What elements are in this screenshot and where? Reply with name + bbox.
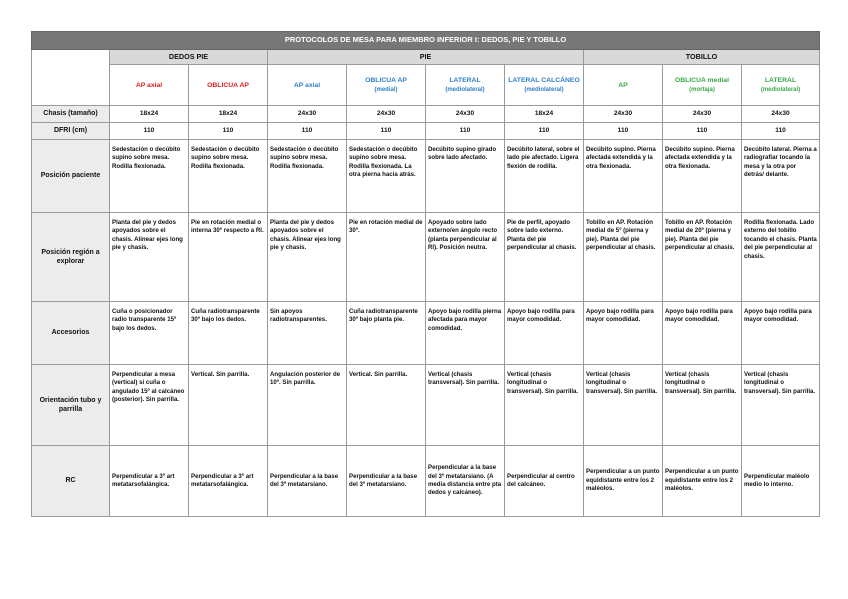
projection-name: OBLICUA AP bbox=[365, 76, 407, 84]
group-dedos-pie: DEDOS PIE bbox=[110, 50, 268, 65]
table-cell: 110 bbox=[742, 123, 820, 140]
table-cell: Sedestación o decúbito supino sobre mesa. Rodilla flexionada. La otra pierna hacia atrás. bbox=[347, 140, 426, 213]
table-cell: Decúbito supino. Pierna afectada extendida y la otra flexionada. bbox=[663, 140, 742, 213]
table-cell: 24x30 bbox=[584, 106, 663, 123]
projection-subtitle: (mediolateral) bbox=[524, 86, 564, 93]
table-row-chasis bbox=[32, 106, 820, 123]
table-cell: Decúbito lateral. Pierna a radiografiar tocando la mesa y la otra por detrás/ delante. bbox=[742, 140, 820, 213]
table-cell: Perpendicular a la base del 3º metatarsiano. (A media distancia entre pta dedos y calcáneo). bbox=[426, 446, 505, 517]
table-cell: 18x24 bbox=[505, 106, 584, 123]
table-cell: Perpendicular a 3º art metatarsofalángica. bbox=[189, 446, 268, 517]
table-cell: Apoyo bajo rodilla pierna afectada para mayor comodidad. bbox=[426, 302, 505, 365]
table-cell: 18x24 bbox=[189, 106, 268, 123]
table-cell: 110 bbox=[110, 123, 189, 140]
projection-header bbox=[189, 65, 268, 106]
table-cell: Perpendicular a mesa (vertical) si cuña o angulado 15º al calcáneo (posterior). Sin parrilla. bbox=[110, 365, 189, 446]
table-title: PROTOCOLOS DE MESA PARA MIEMBRO INFERIOR I: DEDOS, PIE Y TOBILLO bbox=[32, 32, 820, 50]
table-cell: Tobillo en AP. Rotación medial de 20º (pierna y pie). Planta del pie perpendicular al chasis. bbox=[663, 213, 742, 302]
table-cell: 110 bbox=[268, 123, 347, 140]
table-cell: Planta del pie y dedos apoyados sobre el chasis. Alinear ejes long pie y chasis. bbox=[268, 213, 347, 302]
table-row-orientacion bbox=[32, 365, 820, 446]
table-cell: Vertical (chasis longitudinal o transversal). Sin parrilla. bbox=[505, 365, 584, 446]
table-cell: 24x30 bbox=[663, 106, 742, 123]
row-label: RC bbox=[32, 446, 110, 517]
table-cell: Vertical (chasis longitudinal o transversal). Sin parrilla. bbox=[584, 365, 663, 446]
table-cell: Vertical (chasis longitudinal o transversal). Sin parrilla. bbox=[742, 365, 820, 446]
table-cell: Cuña o posicionador radio transparente 15º bajo los dedos. bbox=[110, 302, 189, 365]
table-cell: Decúbito supino. Pierna afectada extendida y la otra flexionada. bbox=[584, 140, 663, 213]
table-cell: 24x30 bbox=[347, 106, 426, 123]
projection-name: AP axial bbox=[293, 81, 321, 89]
table-cell: Planta del pie y dedos apoyados sobre el chasis. Alinear ejes long pie y chasis. bbox=[110, 213, 189, 302]
table-cell: Apoyo bajo rodilla para mayor comodidad. bbox=[663, 302, 742, 365]
projection-header bbox=[584, 65, 663, 106]
table-cell: Vertical. Sin parrilla. bbox=[189, 365, 268, 446]
table-cell: Cuña radiotransparente 30º bajo planta pie. bbox=[347, 302, 426, 365]
table-cell: Decúbito lateral, sobre el lado pie afectado. Ligera flexión de rodilla. bbox=[505, 140, 584, 213]
protocol-document bbox=[31, 31, 819, 517]
projection-name: OBLICUA medial bbox=[674, 76, 730, 84]
group-pie: PIE bbox=[268, 50, 584, 65]
table-cell: 18x24 bbox=[110, 106, 189, 123]
table-cell: Cuña radiotransparente 30º bajo los dedos. bbox=[189, 302, 268, 365]
table-cell: Sedestación o decúbito supino sobre mesa. Rodilla flexionada. bbox=[110, 140, 189, 213]
table-cell: Vertical (chasis longitudinal o transversal). Sin parrilla. bbox=[663, 365, 742, 446]
projection-name: LATERAL bbox=[764, 76, 797, 84]
table-cell: Apoyo bajo rodilla para mayor comodidad. bbox=[742, 302, 820, 365]
projection-header bbox=[663, 65, 742, 106]
table-cell: 24x30 bbox=[268, 106, 347, 123]
table-row-dfri bbox=[32, 123, 820, 140]
table-cell: 110 bbox=[505, 123, 584, 140]
table-cell: 24x30 bbox=[742, 106, 820, 123]
table-cell: 110 bbox=[663, 123, 742, 140]
row-label: Accesorios bbox=[32, 302, 110, 365]
projection-name: OBLICUA AP bbox=[207, 81, 249, 89]
projection-subtitle: (medial) bbox=[374, 86, 398, 93]
projection-header bbox=[426, 65, 505, 106]
projection-subtitle: (mortaja) bbox=[689, 86, 715, 93]
projection-header bbox=[110, 65, 189, 106]
table-cell: Perpendicular a un punto equidistante entre los 2 maléolos. bbox=[584, 446, 663, 517]
table-row-posicion-paciente bbox=[32, 140, 820, 213]
table-row-accesorios bbox=[32, 302, 820, 365]
row-label: Posición región a explorar bbox=[32, 213, 110, 302]
table-cell: Apoyado sobre lado externo/en ángulo recto (planta perpendicular al RI). Posición neutra. bbox=[426, 213, 505, 302]
table-cell: Perpendicular maléolo medio lo interno. bbox=[742, 446, 820, 517]
table-cell: Apoyo bajo rodilla para mayor comodidad. bbox=[505, 302, 584, 365]
table-cell: Tobillo en AP. Rotación medial de 5º (pierna y pie). Planta del pie perpendicular al chasis. bbox=[584, 213, 663, 302]
table-cell: Perpendicular a la base del 3º metatarsiano. bbox=[268, 446, 347, 517]
table-cell: Vertical (chasis transversal). Sin parrilla. bbox=[426, 365, 505, 446]
projection-name: AP bbox=[618, 81, 628, 89]
table-cell: Rodilla flexionada. Lado externo del tobillo tocando el chasis. Planta del pie perpendicular al chasis. bbox=[742, 213, 820, 302]
table-cell: Vertical. Sin parrilla. bbox=[347, 365, 426, 446]
table-cell: 110 bbox=[584, 123, 663, 140]
table-cell: 24x30 bbox=[426, 106, 505, 123]
row-label: Orientación tubo y parrilla bbox=[32, 365, 110, 446]
table-cell: 110 bbox=[347, 123, 426, 140]
row-label: Posición paciente bbox=[32, 140, 110, 213]
table-cell: Apoyo bajo rodilla para mayor comodidad. bbox=[584, 302, 663, 365]
table-cell: Decúbito supino girado sobre lado afectado. bbox=[426, 140, 505, 213]
protocol-table bbox=[31, 31, 820, 517]
row-label: Chasis (tamaño) bbox=[32, 106, 110, 123]
projection-subtitle: (mediolateral) bbox=[445, 86, 485, 93]
projection-header bbox=[505, 65, 584, 106]
table-row-rc bbox=[32, 446, 820, 517]
projection-subtitle: (mediolateral) bbox=[760, 86, 801, 93]
table-cell: Perpendicular a 3º art metatarsofalángica. bbox=[110, 446, 189, 517]
table-cell: Angulación posterior de 10º. Sin parrilla. bbox=[268, 365, 347, 446]
table-cell: Sin apoyos radiotransparentes. bbox=[268, 302, 347, 365]
projection-header bbox=[742, 65, 820, 106]
table-cell: Pie en rotación medial o interna 30º respecto a RI. bbox=[189, 213, 268, 302]
group-tobillo: TOBILLO bbox=[584, 50, 820, 65]
table-cell: Perpendicular a la base del 3º metatarsiano. bbox=[347, 446, 426, 517]
table-cell: Sedestación o decúbito supino sobre mesa. Rodilla flexionada. bbox=[268, 140, 347, 213]
projection-header bbox=[268, 65, 347, 106]
title-row bbox=[32, 32, 820, 50]
table-cell: Perpendicular a un punto equidistante entre los 2 maléolos. bbox=[663, 446, 742, 517]
projection-name: LATERAL CALCÁNEO bbox=[508, 76, 580, 84]
table-cell: Pie en rotación medial de 30º. bbox=[347, 213, 426, 302]
projection-name: LATERAL bbox=[449, 76, 481, 84]
table-row-posicion-region bbox=[32, 213, 820, 302]
projection-header-row bbox=[32, 65, 820, 106]
table-cell: 110 bbox=[426, 123, 505, 140]
projection-header bbox=[347, 65, 426, 106]
table-cell: Pie de perfil, apoyado sobre lado externo. Planta del pie perpendicular al chasis. bbox=[505, 213, 584, 302]
group-header-row bbox=[32, 50, 820, 65]
corner-cell bbox=[32, 50, 110, 106]
row-label: DFRI (cm) bbox=[32, 123, 110, 140]
table-cell: Sedestación o decúbito supino sobre mesa. Rodilla flexionada. bbox=[189, 140, 268, 213]
table-cell: Perpendicular al centro del calcáneo. bbox=[505, 446, 584, 517]
table-cell: 110 bbox=[189, 123, 268, 140]
projection-name: AP axial bbox=[135, 81, 163, 89]
